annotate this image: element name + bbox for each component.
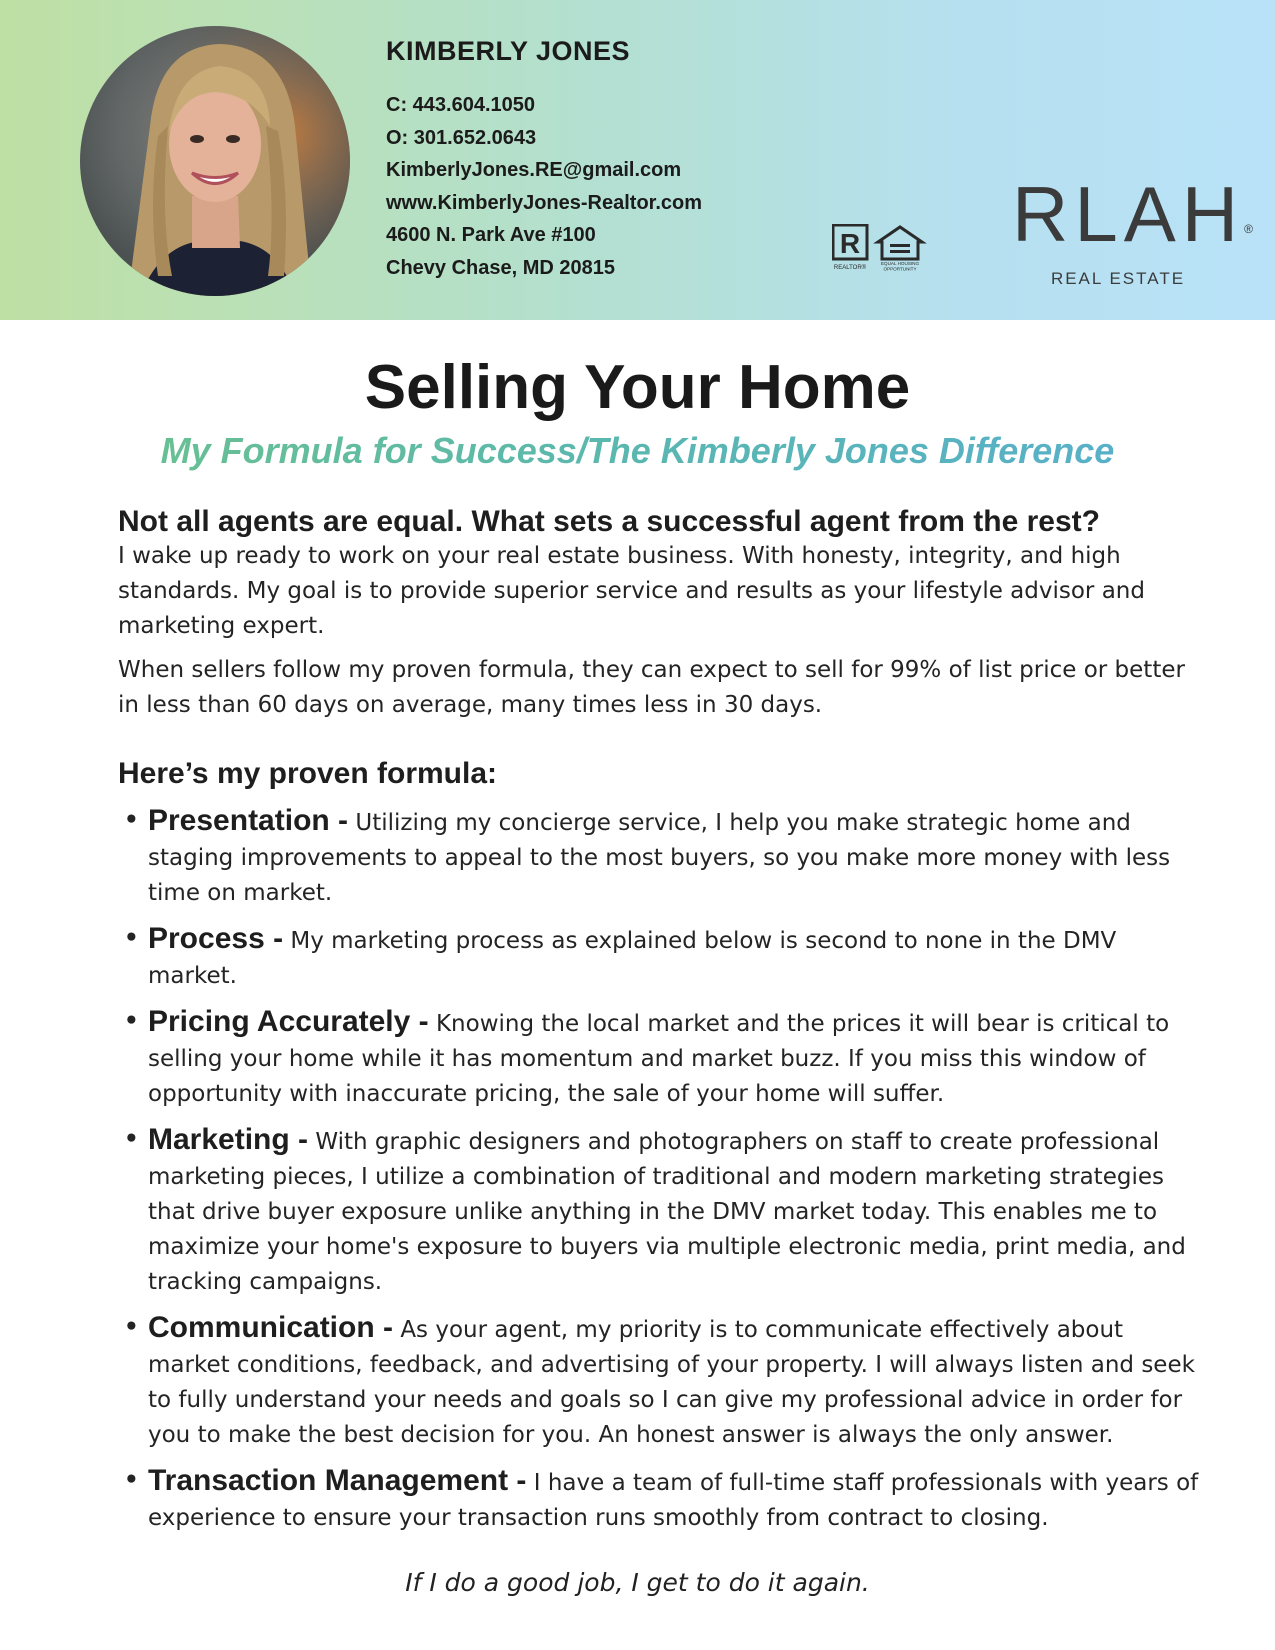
agent-photo-illustration: [80, 26, 350, 296]
bullet-icon: •: [124, 925, 139, 951]
email-link[interactable]: KimberlyJones.RE@gmail.com: [386, 159, 682, 181]
office-phone[interactable]: O: 301.652.0643: [386, 126, 537, 149]
list-item: [118, 921, 1208, 994]
bullet-icon: •: [124, 807, 139, 833]
list-item: [118, 1463, 1208, 1536]
list-item: [118, 803, 1208, 911]
bullet-icon: •: [124, 1008, 139, 1034]
intro-heading: Not all agents are equal. What sets a successful agent from the rest?: [118, 505, 1100, 538]
page-title: Selling Your Home: [364, 353, 911, 422]
closing-tagline: If I do a good job, I get to do it again.: [405, 1568, 870, 1597]
bullet-icon: •: [124, 1126, 139, 1152]
list-item: [118, 1122, 1208, 1300]
svg-text:EQUAL HOUSING: EQUAL HOUSING: [880, 261, 920, 266]
svg-text:R: R: [839, 228, 861, 259]
address-line-2: Chevy Chase, MD 20815: [386, 256, 616, 279]
item-text: Utilizing my concierge service, I help you make strategic home and staging improvements to appeal to the most buyers, so you make more money with less time on market.: [148, 810, 1171, 906]
bullet-icon: •: [124, 1314, 139, 1340]
item-text: As your agent, my priority is to communicate effectively about market conditions, feedback, and advertising of your property. I will always listen and seek to fully understand your needs and goals so I can give my professional advice in order for you to make the best decision for you. An honest answer is always the only answer.: [148, 1317, 1195, 1448]
list-item: [118, 1004, 1208, 1112]
agent-photo: [80, 26, 350, 296]
item-term: Pricing Accurately -: [148, 1005, 429, 1038]
item-term: Communication -: [148, 1311, 393, 1344]
realtor-logos: [832, 224, 930, 272]
item-term: Process -: [148, 922, 284, 955]
rlah-logo: RLAH® REAL ESTATE: [1012, 174, 1242, 289]
agent-name: KIMBERLY JONES: [386, 36, 631, 66]
intro-paragraph: I wake up ready to work on your real estate business. With honesty, integrity, and high standards. My goal is to provide superior service and results as your lifestyle advisor and marketing expert.: [118, 543, 1145, 639]
equal-housing-icon: [878, 227, 922, 272]
header-banner: [0, 0, 1275, 320]
list-item: [118, 1310, 1208, 1453]
item-text: I have a team of full-time staff professionals with years of experience to ensure your transaction runs smoothly from contract to closing.: [148, 1470, 1199, 1531]
item-text: My marketing process as explained below is second to none in the DMV market.: [148, 928, 1117, 989]
item-text: Knowing the local market and the prices it will bear is critical to selling your home while it has momentum and market buzz. If you miss this window of opportunity with inaccurate pricing, the sale of your home will suffer.: [148, 1011, 1170, 1107]
website-link[interactable]: www.KimberlyJones-Realtor.com: [386, 191, 703, 214]
bullet-icon: •: [124, 1467, 139, 1493]
item-text: With graphic designers and photographers on staff to create professional marketing pieces, I utilize a combination of traditional and modern marketing strategies that drive buyer exposure unlike anything in the DMV market today. This enables me to maximize your home's exposure to buyers via multiple electronic media, print media, and tracking campaigns.: [148, 1129, 1186, 1295]
item-term: Presentation -: [148, 804, 349, 837]
page-subtitle: My Formula for Success/The Kimberly Jones Difference: [0, 430, 1275, 472]
contact-block: [386, 36, 702, 284]
brand-sub-text: REAL ESTATE: [1050, 269, 1186, 288]
intro-paragraph: When sellers follow my proven formula, they can expect to sell for 99% of list price or better in less than 60 days on average, many times less in 30 days.: [118, 657, 1185, 718]
formula-list: [118, 803, 1208, 1536]
brand-logo-text: RLAH: [1012, 170, 1245, 258]
svg-text:REALTOR®: REALTOR®: [833, 265, 867, 271]
realtor-r-icon: [833, 225, 867, 271]
main-content: [118, 505, 1208, 1546]
address-line-1: 4600 N. Park Ave #100: [386, 224, 596, 246]
item-term: Marketing -: [148, 1123, 309, 1156]
cell-phone[interactable]: C: 443.604.1050: [386, 94, 536, 116]
formula-heading: Here’s my proven formula:: [118, 757, 497, 790]
item-term: Transaction Management -: [148, 1464, 527, 1497]
svg-text:OPPORTUNITY: OPPORTUNITY: [883, 266, 917, 272]
